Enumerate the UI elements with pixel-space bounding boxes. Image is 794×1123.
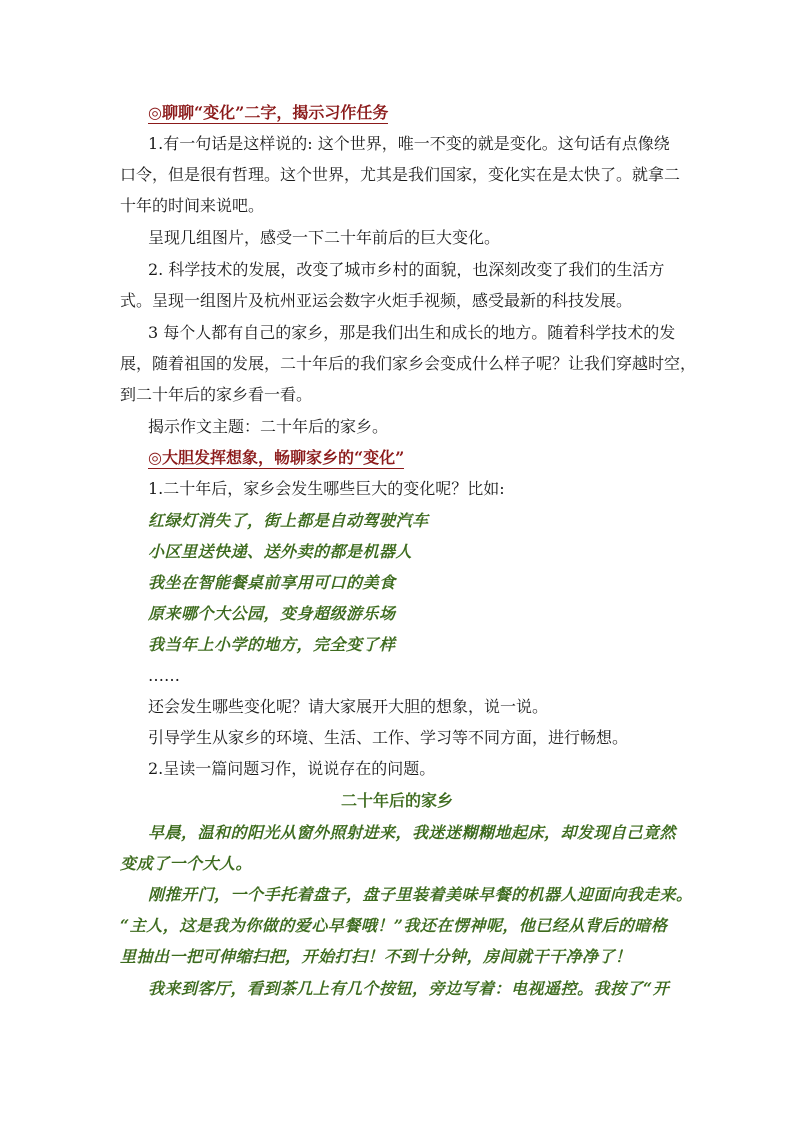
- example-item: 红绿灯消失了，街上都是自动驾驶汽车: [148, 511, 429, 530]
- paragraph-line: 式。呈现一组图片及杭州亚运会数字火炬手视频，感受最新的科技发展。: [120, 291, 633, 310]
- paragraph-line: 展，随着祖国的发展，二十年后的我们家乡会变成什么样子呢？让我们穿越时空，: [120, 354, 697, 373]
- paragraph-line: 2. 科学技术的发展，改变了城市乡村的面貌，也深刻改变了我们的生活方: [148, 260, 665, 279]
- paragraph-line: 口令，但是很有哲理。这个世界，尤其是我们国家，变化实在是太快了。就拿二: [120, 165, 681, 184]
- essay-line: 我来到客厅，看到茶几上有几个按钮，旁边写着：电视遥控。我按了“开: [148, 979, 670, 998]
- paragraph-line: 3 每个人都有自己的家乡，那是我们出生和成长的地方。随着科学技术的发: [148, 323, 676, 342]
- essay-line: 里抽出一把可伸缩扫把，开始打扫！不到十分钟，房间就干干净净了！: [120, 947, 632, 966]
- paragraph-line: 1.有一句话是这样说的: 这个世界，唯一不变的就是变化。这句话有点像绕: [148, 134, 670, 153]
- example-item: 我当年上小学的地方，完全变了样: [148, 635, 396, 654]
- paragraph-line: 还会发生哪些变化呢？请大家展开大胆的想象，说一说。: [148, 697, 549, 716]
- paragraph-line: 1.二十年后，家乡会发生哪些巨大的变化呢？比如:: [148, 479, 505, 498]
- example-item: 原来哪个大公园，变身超级游乐场: [148, 604, 396, 623]
- essay-line: 变成了一个大人。: [120, 854, 253, 873]
- section-heading-imagine: [148, 442, 708, 473]
- essay-line: 早晨，温和的阳光从窗外照射进来，我迷迷糊糊地起床，却发现自己竟然: [148, 823, 677, 842]
- section-heading-text: ◎大胆发挥想象，畅聊家乡的“变化”: [148, 448, 405, 467]
- ellipsis: ……: [148, 666, 180, 685]
- paragraph-line: 揭示作文主题：二十年后的家乡。: [148, 417, 389, 436]
- example-item: 小区里送快递、送外卖的都是机器人: [148, 542, 413, 561]
- paragraph-line: 2.呈读一篇问题习作，说说存在的问题。: [148, 759, 436, 778]
- paragraph-line: 呈现几组图片，感受一下二十年前后的巨大变化。: [148, 228, 501, 247]
- section-heading-change: [148, 97, 708, 128]
- essay-title: 二十年后的家乡: [340, 791, 453, 810]
- section-heading-text: ◎聊聊“变化”二字，揭示习作任务: [148, 103, 389, 122]
- paragraph-line: 引导学生从家乡的环境、生活、工作、学习等不同方面，进行畅想。: [148, 728, 629, 747]
- example-item: 我坐在智能餐桌前享用可口的美食: [148, 573, 396, 592]
- paragraph-line: 到二十年后的家乡看一看。: [120, 385, 313, 404]
- essay-line: “主人，这是我为你做的爱心早餐哦！”我还在愣神呢，他已经从背后的暗格: [120, 916, 668, 935]
- essay-line: 刚推开门，一个手托着盘子，盘子里装着美味早餐的机器人迎面向我走来。: [148, 885, 693, 904]
- paragraph-line: 十年的时间来说吧。: [120, 196, 265, 215]
